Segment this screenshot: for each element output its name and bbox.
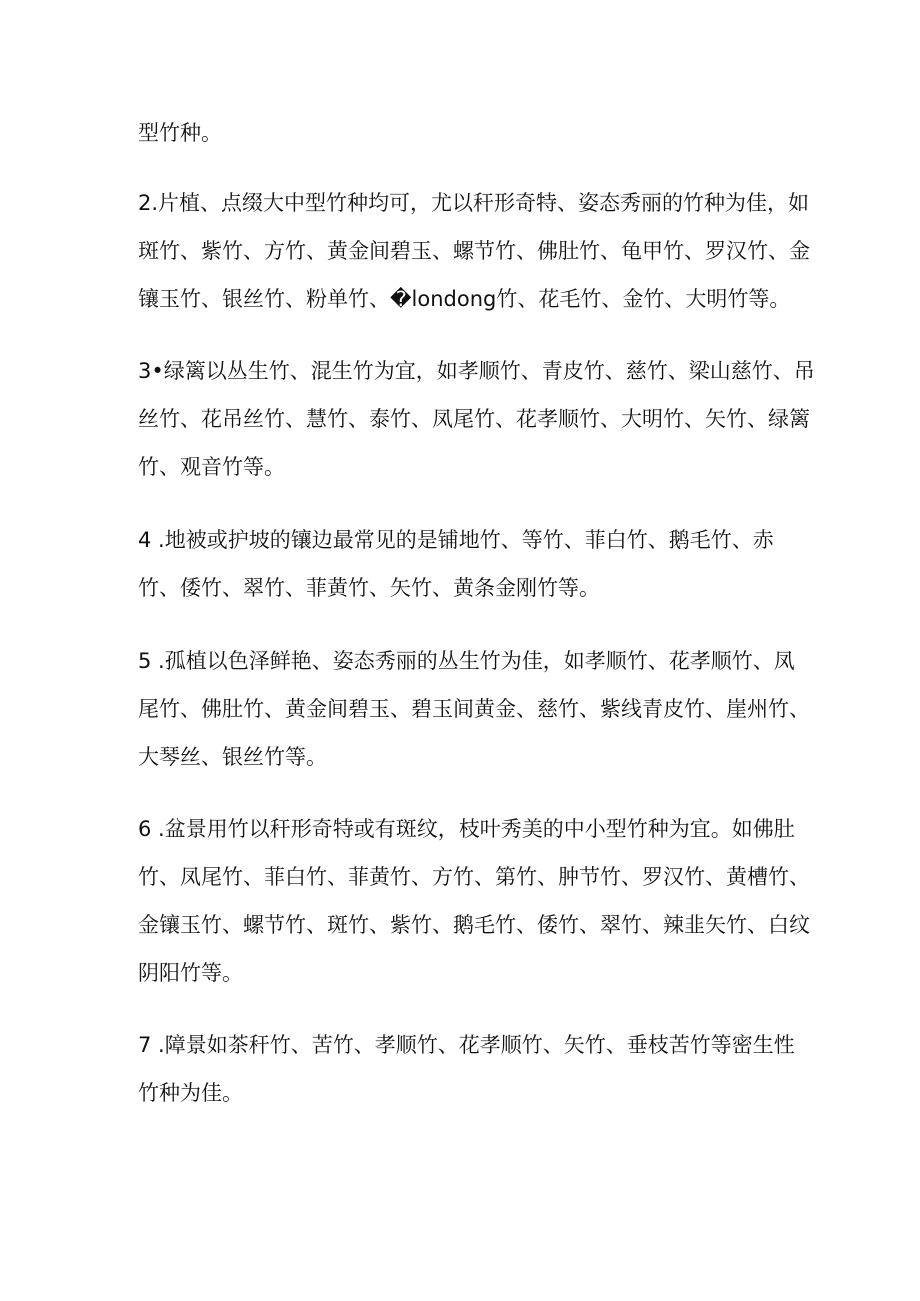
text-line-8: 4 .地被或护坡的镶边最常见的是铺地竹、等竹、菲白竹、鹅毛竹、赤 <box>138 528 774 552</box>
text-line-6: 丝竹、花吊丝竹、慧竹、泰竹、凤尾竹、花孝顺竹、大明竹、矢竹、绿篱 <box>138 407 810 431</box>
text-line-12: 大琴丝、银丝竹等。 <box>138 745 327 769</box>
text-line-11: 尾竹、佛肚竹、黄金间碧玉、碧玉间黄金、慈竹、紫线青皮竹、崖州竹、 <box>138 697 810 721</box>
text-line-7: 竹、观音竹等。 <box>138 455 285 479</box>
text-line-10: 5 .孤植以色泽鲜艳、姿态秀丽的丛生竹为佳，如孝顺竹、花孝顺竹、凤 <box>138 649 795 673</box>
text-line-3: 斑竹、紫竹、方竹、黄金间碧玉、螺节竹、佛肚竹、龟甲竹、罗汉竹、金 <box>138 239 810 263</box>
text-line-18: 竹种为佳。 <box>138 1081 243 1105</box>
text-line-13: 6 .盆景用竹以秆形奇特或有斑纹，枝叶秀美的中小型竹种为宜。如佛肚 <box>138 817 795 841</box>
text-line-1: 型竹种。 <box>138 121 222 145</box>
text-line-2: 2.片植、点缀大中型竹种均可，尤以秆形奇特、姿态秀丽的竹种为佳，如 <box>138 191 810 215</box>
text-line-15: 金镶玉竹、螺节竹、斑竹、紫竹、鹅毛竹、倭竹、翠竹、辣韭矢竹、白纹 <box>138 913 810 937</box>
text-line-5: 3•绿篱以丛生竹、混生竹为宜，如孝顺竹、青皮竹、慈竹、梁山慈竹、吊 <box>138 359 815 383</box>
text-line-16: 阴阳竹等。 <box>138 961 243 985</box>
text-line-17: 7 .障景如茶秆竹、苦竹、孝顺竹、花孝顺竹、矢竹、垂枝苦竹等密生性 <box>138 1033 795 1057</box>
text-line-9: 竹、倭竹、翠竹、菲黄竹、矢竹、黄条金刚竹等。 <box>138 576 600 600</box>
text-line-4: 镶玉竹、银丝竹、粉单竹、�londong竹、花毛竹、金竹、大明竹等。 <box>138 287 791 311</box>
text-line-14: 竹、凤尾竹、菲白竹、菲黄竹、方竹、第竹、肿节竹、罗汉竹、黄槽竹、 <box>138 865 810 889</box>
